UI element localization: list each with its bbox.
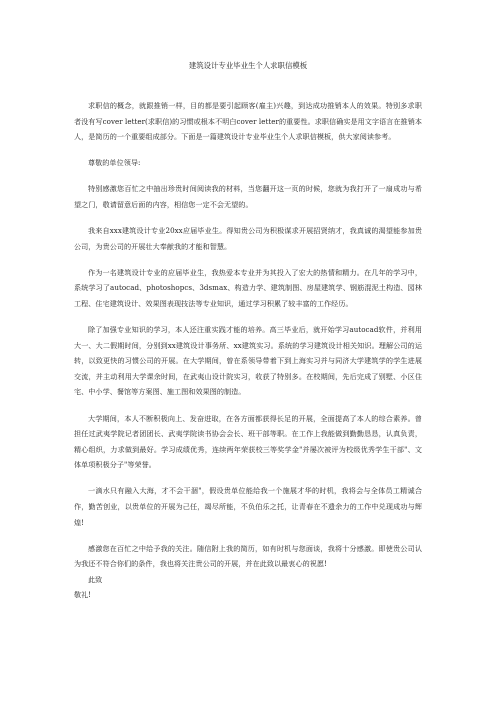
body-paragraph-3: 作为一名建筑设计专业的应届毕业生，我热爱本专业并为其投入了宏大的热情和精力。在几年的学习中，系统学习了autocad、photoshopcs、3dsmax、构造力学、建筑制图、房屋建筑学、钢筋混泥土构造、园林工程、住宅建筑设计、效果图表现技法等专业知识，通过学习积累了较丰富的工作经历。 — [74, 267, 422, 308]
body-paragraph-5: 大学期间，本人不断积极向上、发奋进取，在各方面都获得长足的开展，全面提高了本人的综合素养。曾担任过武夷学院记者团团长、武夷学院读书协会会长、班干部等职。在工作上我能做到勤勤恳恳，认真负责，精心组织，力求做到最好。学习成绩优秀，连续两年荣获校三等奖学金"并屡次被评为校级优秀学生干部"、文体单项积极分子"等荣誉。 — [74, 413, 422, 470]
body-paragraph-2: 我来自xxx建筑设计专业20xx应届毕业生。得知贵公司为积极谋求开展招贤纳才，我真诚的渴望能参加贵公司，为贵公司的开展壮大奉献我的才能和智慧。 — [74, 226, 422, 251]
body-paragraph-1: 特别感激您百忙之中抽出珍贵时间阅读我的材料，当您翻开这一页的时候，您就为我打开了一扇成功与希望之门，敬请留意后面的内容，相信您一定不会无望的。 — [74, 184, 422, 209]
document-title: 建筑设计专业毕业生个人求职信模板 — [188, 61, 308, 70]
body-paragraph-6: 一滴水只有融入大海，才不会干涸"，假设贵单位能给我一个施展才华的时机，我将会与全体员工精诚合作，勤苦创业，以贵单位的开展为己任，竭尽所能，不负伯乐之托，让青春在不遗余力的工作中兑现成功与辉煌! — [74, 486, 422, 527]
sign-off-line: 此致 — [88, 574, 103, 584]
body-paragraph-4: 除了加强专业知识的学习，本人还注重实践才能的培养。高三毕业后，就开始学习autocad软件，并利用大一、大二假期时间，分别到xx建筑设计事务所、xx建筑实习。系统的学习建筑设计相关知识。理解公司的运转，以致更快的习惯公司的开展。在大学期间，曾在系领导带着下到上海实习并与同济大学建筑学的学生进展交流，并主动利用大学课余时间，在武夷山设计院实习，收获了特别多。在校期间，先后完成了别墅、小区住宅、中小学、餐馆等方案图、施工图和效果图的制造。 — [74, 325, 422, 397]
regards-line: 敬礼! — [74, 590, 92, 600]
document-body — [74, 98, 422, 603]
salutation: 尊敬的单位领导: — [88, 158, 141, 168]
closing-paragraph: 感激您在百忙之中给予我的关注。随信附上我的简历，如有时机与您面谈，我将十分感激。即使贵公司认为我还不符合你们的条件，我也将关注贵公司的开展，并在此致以最衷心的祝愿! — [74, 543, 422, 569]
intro-paragraph: 求职信的概念，就跟推销一样，目的都是要引起顾客(雇主)兴趣，到达成功推销本人的效果。特别多求职者没有写cover letter(求职信)的习惯或根本不明白cover letter的重要性。求职信确实是用文字语言在推销本人，是简历的一个重要组成部分。下面是一篇建筑设计专业毕业生个人求职信模板，供大家阅读参考。 — [74, 101, 422, 142]
